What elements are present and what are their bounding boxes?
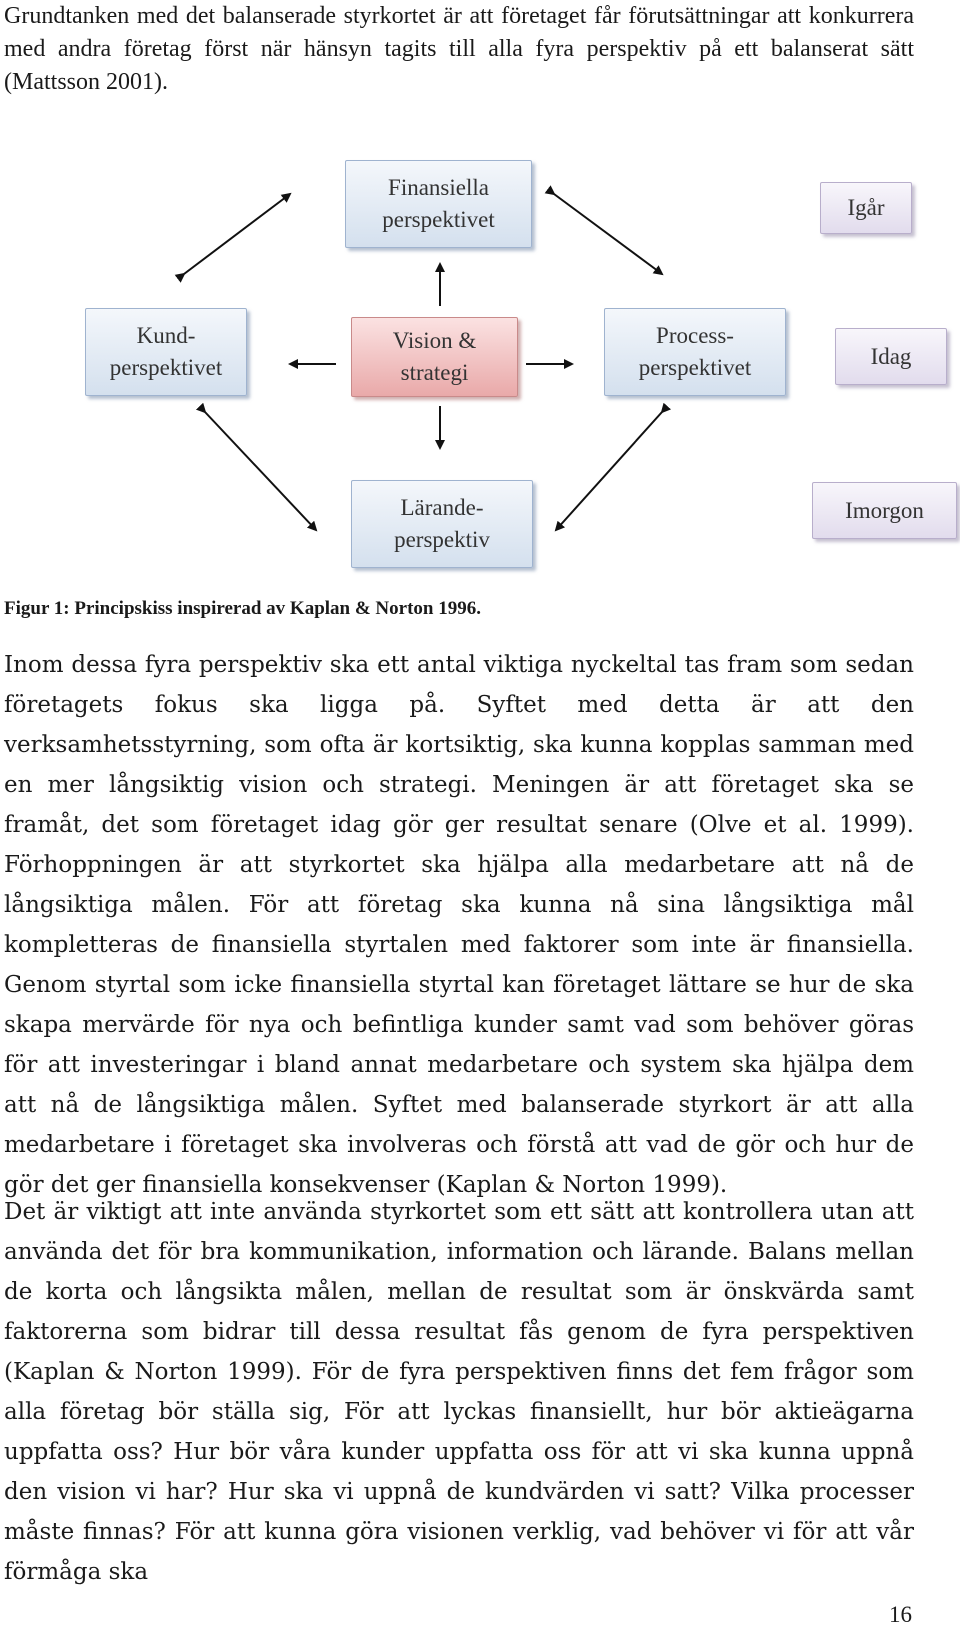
yesterday-label: Igår — [847, 195, 885, 220]
customer-label-line2: perspektivet — [109, 355, 223, 380]
arrow-customer-learning — [205, 412, 316, 530]
page-number: 16 — [889, 1602, 912, 1627]
body-paragraph-2: Inom dessa fyra perspektiv ska ett antal viktiga nyckeltal tas fram som sedan företagets fokus ska ligga på. Syftet med detta är att den verksamhetsstyrning, som ofta är kortsiktig, ska kunna kopplas samman med en mer långsiktig vision och strategi. Meningen är att företaget ska se framåt, det som företaget idag gör ger resultat senare (Olve et al. 1999). Förhoppningen är att styrkortet ska hjälpa alla medarbetare att nå de långsiktiga målen. För att företag ska kunna nå sina långsiktiga mål kompletteras de finansiella styrtalen med faktorer som inte är finansiella. Genom styrtal som icke finansiella styrtal kan företaget lättare se hur de ska skapa mervärde för nya och befintliga kunder samt vad som behöver göras för att investeringar i bland annat medarbetare och system ska hjälpa dem att nå de långsiktiga målen. Syftet med balanserade styrkort är att alla medarbetare i företaget ska involveras och förstå att vad de gör och hur de gör det ger finansiella konsekvenser (Kaplan & Norton 1999). — [4, 652, 914, 1198]
balanced-scorecard-diagram — [0, 150, 960, 580]
process-label-line2: perspektivet — [638, 355, 752, 380]
customer-label-line1: Kund- — [136, 323, 196, 348]
learning-label-line2: perspektiv — [394, 527, 490, 552]
tomorrow-box — [812, 482, 957, 539]
process-perspective-box — [604, 308, 786, 396]
learning-perspective-box — [351, 480, 533, 568]
body-paragraph-3: Det är viktigt att inte använda styrkortet som ett sätt att kontrollera utan att använda det för bra kommunikation, information och lärande. Balans mellan de korta och långsikta målen, mellan de resultat som är önskvärda samt faktorerna som bidrar till dessa resultat fås genom de fyra perspektiven (Kaplan & Norton 1999). För de fyra perspektiven finns det fem frågor som alla företag bör ställa sig, För att lyckas finansiellt, hur bör aktieägarna uppfatta oss? Hur bör våra kunder uppfatta oss för att vi ska kunna uppnå den vision vi har? Hur ska vi uppnå de kundvärden vi satt? Vilka processer måste finnas? För att kunna göra visionen verklig, vad behöver vi för att vår förmåga ska — [4, 1199, 914, 1585]
yesterday-box — [820, 182, 912, 234]
arrow-customer-financial — [184, 194, 290, 274]
customer-perspective-box — [85, 308, 247, 396]
financial-label-line1: Finansiella — [388, 175, 489, 200]
learning-label-line1: Lärande- — [400, 495, 484, 520]
arrow-process-learning — [556, 412, 662, 530]
intro-paragraph: Grundtanken med det balanserade styrkortet är att företaget får förutsättningar att konkurrera med andra företag först när hänsyn tagits till alla fyra perspektiv på ett balanserat sätt (Mattsson 2001). — [4, 3, 914, 95]
vision-label-line2: strategi — [400, 360, 469, 385]
financial-perspective-box — [345, 160, 532, 248]
figure-caption: Figur 1: Principskiss inspirerad av Kaplan & Norton 1996. — [4, 598, 481, 619]
tomorrow-label: Imorgon — [845, 497, 924, 523]
today-label: Idag — [870, 343, 912, 369]
vision-strategy-box — [351, 317, 518, 397]
vision-label-line1: Vision & — [392, 328, 477, 353]
today-box — [835, 328, 947, 385]
financial-label-line2: perspektivet — [382, 207, 495, 232]
process-label-line1: Process- — [656, 323, 734, 348]
arrow-financial-process — [554, 194, 662, 274]
